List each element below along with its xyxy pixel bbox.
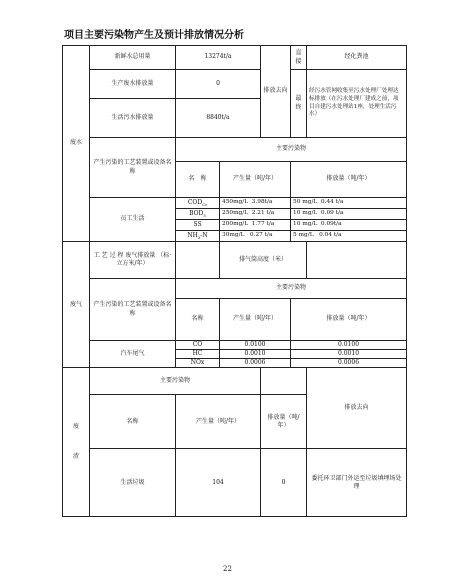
domestic-waste-value: 8840t/a xyxy=(176,99,261,138)
pollutant-name: $COD_{Cr}$ xyxy=(176,198,220,209)
gas-source-name: 汽车尾气 xyxy=(90,341,176,368)
gas-main-pollutants: 主要污染物 xyxy=(176,279,407,299)
production-waste-label: 生产废水排放量 xyxy=(90,70,176,99)
final-label: 最终 xyxy=(291,70,307,138)
gas-pollutant-name: HC xyxy=(176,350,220,359)
page-number: 22 xyxy=(223,565,232,573)
fresh-water-label: 新鲜水总用量 xyxy=(90,46,176,70)
water-production-value: 30mg/L 0.27 t/a xyxy=(220,231,291,242)
gas-production-header: 产生量（吨/年） xyxy=(220,299,291,341)
pollutant-name: SS xyxy=(176,220,220,231)
solid-name-header: 名称 xyxy=(90,395,176,449)
stack-height-label: 排气筒高度（米） xyxy=(220,242,307,279)
solid-emission-header: 排放量（吨/年） xyxy=(261,395,307,449)
pollutant-table xyxy=(62,45,407,517)
water-production-value: 250mg/L 2.21 t/a xyxy=(220,209,291,220)
gas-emission-value: 0.0006 xyxy=(291,359,407,368)
water-emission-header: 排放量（吨/年） xyxy=(291,162,407,198)
gas-production-value: 0.0100 xyxy=(220,341,291,350)
solid-category-top: 废 xyxy=(72,423,79,431)
gas-emission-label: 工 艺 过 程 废气排放量 （标·立方米/年） xyxy=(90,242,176,279)
gas-category: 废气 xyxy=(63,242,90,368)
water-emission-value: 10 mg/L 0.09t/a xyxy=(291,220,407,231)
gas-name-header: 名称 xyxy=(176,299,220,341)
water-category: 废水 xyxy=(63,46,90,242)
final-value: 经污水管网收集至污水处理厂处理达标排放（在污水处理厂建成之前，项目自建污水处理站1座，处理生活污水） xyxy=(307,70,407,138)
solid-source-name: 生活垃圾 xyxy=(90,449,176,517)
pollutant-name: $NH_3-N$ xyxy=(176,231,220,242)
solid-emission-value: 0 xyxy=(261,449,307,517)
water-emission-value: 5 mg/L 0.04 t/a xyxy=(291,231,407,242)
water-name-header: 名 称 xyxy=(176,162,220,198)
domestic-waste-label: 生活污水排放量 xyxy=(90,99,176,138)
direct-value: 经化粪池 xyxy=(307,46,407,70)
solid-production-value: 104 xyxy=(176,449,261,517)
water-emission-value: 10 mg/L 0.09 t/a xyxy=(291,209,407,220)
gas-emission-header: 排放量（吨/年） xyxy=(291,299,407,341)
water-process-label: 产生污染的工艺装置或设备名称 xyxy=(90,138,176,198)
gas-production-value: 0.0006 xyxy=(220,359,291,368)
gas-emission-value: 0.0100 xyxy=(291,341,407,350)
gas-emission-value: 0.0010 xyxy=(291,350,407,359)
stack-height-value xyxy=(307,242,407,279)
water-discharge-direction-label: 排放去向 xyxy=(261,46,291,138)
water-emission-value: 50 mg/L 0.44 t/a xyxy=(291,198,407,209)
fresh-water-value: 13274t/a xyxy=(176,46,261,70)
gas-process-label: 产生污染的工艺装置或设备名称 xyxy=(90,279,176,341)
gas-production-value: 0.0010 xyxy=(220,350,291,359)
solid-discharge-direction-label: 排放去向 xyxy=(307,368,407,449)
gas-pollutant-name: CO xyxy=(176,341,220,350)
water-source-name: 员工生活 xyxy=(90,198,176,242)
gas-pollutant-name: NOx xyxy=(176,359,220,368)
solid-category-bottom: 渣 xyxy=(72,453,79,461)
section-heading: 项目主要污染物产生及预计排放情况分析 xyxy=(64,30,244,41)
direct-label: 直接 xyxy=(291,46,307,70)
gas-emission-value xyxy=(176,242,220,279)
solid-production-header: 产生量（吨/年） xyxy=(176,395,261,449)
production-waste-value: 0 xyxy=(176,70,261,99)
solid-main-pollutants: 主要污染物 xyxy=(90,368,261,395)
pollutant-name: $BOD_5$ xyxy=(176,209,220,220)
solid-direction-value: 委托环卫部门外运至垃圾填埋场处理 xyxy=(307,449,407,517)
solid-category xyxy=(63,368,90,517)
water-main-pollutants: 主要污染物 xyxy=(176,138,407,162)
water-production-value: 200mg/L 1.77 t/a xyxy=(220,220,291,231)
water-production-value: 450mg/L 3.98t/a xyxy=(220,198,291,209)
water-production-header: 产生量（吨/年） xyxy=(220,162,291,198)
